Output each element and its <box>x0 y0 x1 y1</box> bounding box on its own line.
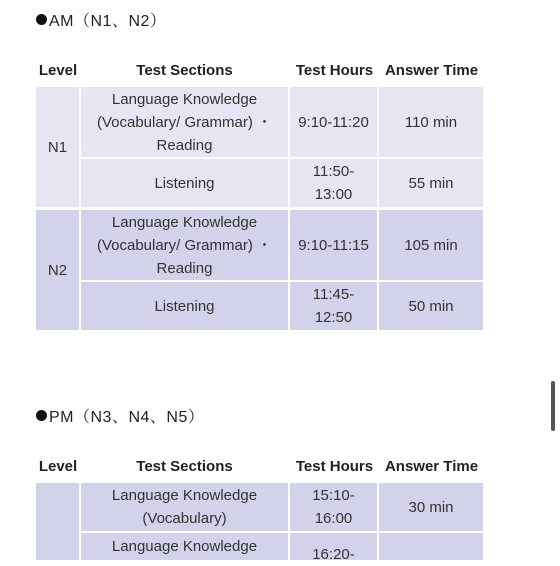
bullet-icon <box>36 14 47 25</box>
section-cell <box>81 159 288 207</box>
section-line: Language Knowledge <box>111 487 258 504</box>
header-answer-time: Answer Time <box>384 62 479 79</box>
level-label: N1 <box>47 138 68 156</box>
header-level: Level <box>38 62 78 79</box>
section-cell <box>81 533 288 560</box>
level-cell-n1 <box>36 87 79 207</box>
hours-line: 16:20- <box>312 546 355 563</box>
scrollbar-thumb[interactable] <box>551 381 555 431</box>
hours-line: 15:10- <box>312 487 355 504</box>
hours-cell <box>290 87 377 157</box>
section-cell <box>81 282 288 330</box>
answer-cell <box>379 483 483 531</box>
hours-line: 13:00 <box>314 186 353 203</box>
am-section-title <box>36 8 166 31</box>
level-cell-n2 <box>36 210 79 330</box>
section-line: Reading <box>156 136 213 154</box>
section-cell <box>81 210 288 280</box>
header-test-sections: Test Sections <box>136 458 233 475</box>
hours-value: 9:10-11:15 <box>298 236 369 254</box>
hours-line: 12:50 <box>314 309 353 326</box>
answer-value: 30 min <box>408 498 454 516</box>
hours-line: 16:00 <box>314 510 353 527</box>
hours-cell <box>290 483 377 531</box>
section-line: Listening <box>154 174 215 192</box>
pm-title-text: PM（N3、N4、N5） <box>49 409 205 426</box>
bullet-icon <box>36 410 47 421</box>
answer-value: 55 min <box>408 174 454 192</box>
section-line: Reading <box>156 259 213 277</box>
section-line: Language Knowledge <box>111 213 258 231</box>
answer-cell <box>379 210 483 280</box>
answer-cell <box>379 533 483 560</box>
answer-cell <box>379 87 483 157</box>
header-answer-time: Answer Time <box>384 458 479 475</box>
section-line: Listening <box>154 297 215 315</box>
header-test-hours: Test Hours <box>295 458 374 475</box>
section-line: (Vocabulary) <box>142 510 227 527</box>
am-title-text: AM（N1、N2） <box>49 13 167 30</box>
section-line: Language Knowledge <box>111 90 258 108</box>
hours-line: 11:50- <box>312 163 355 180</box>
section-line: (Vocabulary/ Grammar) ・ <box>96 236 273 254</box>
level-cell <box>36 483 79 560</box>
hours-cell <box>290 282 377 330</box>
section-cell <box>81 87 288 157</box>
hours-line: 11:45- <box>312 286 355 303</box>
hours-value: 9:10-11:20 <box>298 113 369 131</box>
header-level: Level <box>38 458 78 475</box>
section-cell <box>81 483 288 531</box>
hours-cell <box>290 159 377 207</box>
section-line: (Vocabulary/ Grammar) ・ <box>96 113 273 131</box>
header-test-sections: Test Sections <box>136 62 233 79</box>
level-label: N2 <box>47 261 68 279</box>
answer-value: 50 min <box>408 297 454 315</box>
section-line: Language Knowledge <box>111 538 258 555</box>
answer-value: 110 min <box>404 113 458 131</box>
answer-cell <box>379 282 483 330</box>
answer-cell <box>379 159 483 207</box>
header-test-hours: Test Hours <box>295 62 374 79</box>
pm-section-title <box>36 404 204 427</box>
hours-cell <box>290 210 377 280</box>
answer-value: 105 min <box>404 236 458 254</box>
hours-cell <box>290 533 377 563</box>
